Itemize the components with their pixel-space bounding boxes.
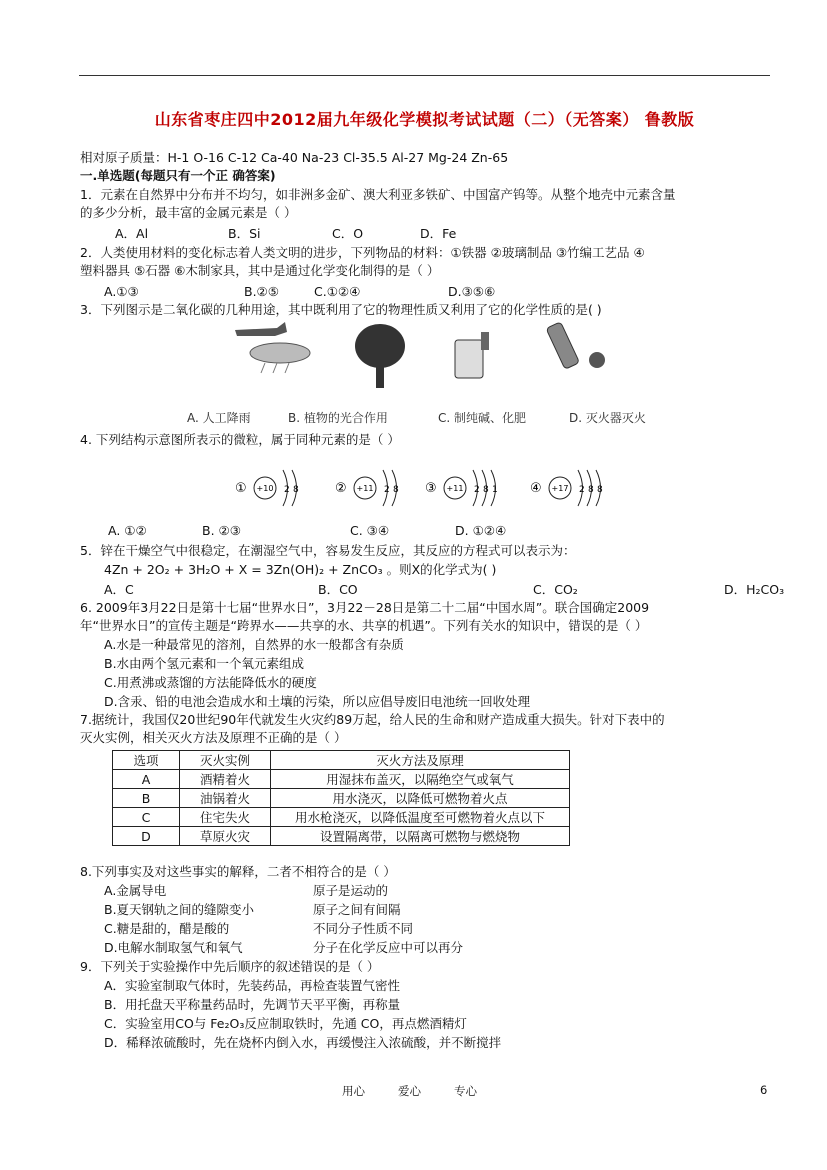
q3-option-b: B. 植物的光合作用 — [288, 411, 388, 425]
electron-count-label: 8 — [597, 485, 603, 495]
fire-extinguisher-icon — [546, 322, 605, 370]
q9-stem: 9．下列关于实验操作中先后顺序的叙述错误的是（ ） — [80, 959, 380, 974]
table-cell: A — [113, 770, 180, 789]
atom-diagram — [530, 470, 603, 506]
q8-explanation-b: 原子之间有间隔 — [313, 902, 401, 917]
electron-count-label: 8 — [293, 485, 299, 495]
table-cell: 油锅着火 — [180, 789, 271, 808]
q1-stem: 1．元素在自然界中分布并不均匀，如非洲多金矿、澳大利亚多铁矿、中国富产钨等。从整个地壳中元素含量 — [80, 187, 676, 202]
table-header-cell: 选项 — [113, 751, 180, 770]
table-row — [113, 827, 570, 846]
page-number: 6 — [760, 1083, 768, 1097]
atom-diagrams-svg — [235, 458, 655, 518]
q3-option-d: D. 灭火器灭火 — [569, 411, 646, 425]
q6-stem: 6. 2009年3月22日是第十七届“世界水日”，3月22－28日是第二十二届“中国水周”。联合国确定2009 — [80, 600, 650, 615]
q8-fact-a: A.金属导电 — [104, 883, 167, 898]
q9-option-a: A．实验室制取气体时，先装药品，再检查装置气密性 — [104, 978, 401, 993]
q5-option-c: C．CO₂ — [533, 582, 578, 597]
q9-option-b: B．用托盘天平称量药品时，先调节天平平衡，再称量 — [104, 997, 401, 1012]
q6-option-b: B.水由两个氢元素和一个氧元素组成 — [104, 656, 305, 671]
nucleus-charge-label: +10 — [256, 484, 274, 493]
table-cell: 用水枪浇灭，以降低温度至可燃物着火点以下 — [271, 808, 570, 827]
nucleus-charge-label: +11 — [446, 484, 464, 493]
q5-option-b: B．CO — [318, 582, 358, 597]
electron-count-label: 2 — [579, 485, 585, 495]
electron-count-label: 8 — [588, 485, 594, 495]
q2-option-c: C.①②④ — [314, 284, 361, 299]
table-cell: 用湿抹布盖灭，以隔绝空气或氧气 — [271, 770, 570, 789]
q7-stem: 7.据统计，我国仅20世纪90年代就发生火灾约89万起，给人民的生命和财产造成重大损失。针对下表中的 — [80, 712, 665, 727]
table-cell: D — [113, 827, 180, 846]
q9-option-d: D．稀释浓硫酸时，先在烧杯内倒入水，再缓慢注入浓硫酸，并不断搅拌 — [104, 1035, 502, 1050]
table-cell: 酒精着火 — [180, 770, 271, 789]
q8-explanation-a: 原子是运动的 — [313, 883, 389, 898]
q1-stem-2: 的多少分析，最丰富的金属元素是（ ） — [80, 205, 297, 220]
q4-option-d: D. ①②④ — [455, 523, 507, 538]
q3-option-a: A. 人工降雨 — [187, 411, 251, 425]
q7-stem-2: 灭火实例，相关灭火方法及原理不正确的是（ ） — [80, 730, 347, 745]
q5-option-d: D．H₂CO₃ — [724, 582, 785, 597]
q2-stem-2: 塑料器具 ⑤石器 ⑥木制家具，其中是通过化学变化制得的是（ ） — [80, 263, 440, 278]
electron-count-label: 2 — [284, 485, 290, 495]
atomic-masses: 相对原子质量：H-1 O-16 C-12 Ca-40 Na-23 Cl-35.5 Al-27 Mg-24 Zn-65 — [80, 150, 509, 165]
nucleus-charge-label: +11 — [356, 484, 374, 493]
table-cell: 住宅失火 — [180, 808, 271, 827]
footer-text-2: 爱心 — [398, 1084, 421, 1098]
electron-count-label: 2 — [384, 485, 390, 495]
atom-number-label: ② — [335, 481, 347, 496]
table-row — [113, 808, 570, 827]
q5-stem: 5．锌在干燥空气中很稳定，在潮湿空气中，容易发生反应，其反应的方程式可以表示为： — [80, 543, 576, 558]
q8-stem: 8.下列事实及对这些事实的解释，二者不相符合的是（ ） — [80, 864, 396, 879]
q8-explanation-c: 不同分子性质不同 — [313, 921, 414, 936]
table-cell: C — [113, 808, 180, 827]
q2-option-d: D.③⑤⑥ — [448, 284, 496, 299]
q8-fact-d: D.电解水制取氢气和氧气 — [104, 940, 243, 955]
airplane-rain-icon — [235, 322, 310, 373]
q6-option-c: C.用煮沸或蒸馏的方法能降低水的硬度 — [104, 675, 317, 690]
table-cell: 设置隔离带，以隔离可燃物与燃烧物 — [271, 827, 570, 846]
table-row — [113, 770, 570, 789]
q4-option-b: B. ②③ — [202, 523, 241, 538]
fertilizer-bag-icon — [455, 332, 489, 378]
table-cell: 用水浇灭，以降低可燃物着火点 — [271, 789, 570, 808]
table-header-row — [113, 751, 570, 770]
q3-stem: 3．下列图示是二氧化碳的几种用途，其中既利用了它的物理性质又利用了它的化学性质的是( ) — [80, 302, 602, 317]
table-header-cell: 灭火方法及原理 — [271, 751, 570, 770]
q4-option-c: C. ③④ — [350, 523, 390, 538]
atom-number-label: ③ — [425, 481, 437, 496]
table-header-cell: 灭火实例 — [180, 751, 271, 770]
q1-option-c: C．O — [332, 226, 364, 241]
footer-text-1: 用心 — [342, 1084, 365, 1098]
header-rule — [79, 75, 770, 76]
q1-option-b: B．Si — [228, 226, 261, 241]
atom-diagram — [335, 470, 399, 506]
co2-uses-figure — [225, 318, 625, 393]
table-cell: B — [113, 789, 180, 808]
nucleus-charge-label: +17 — [551, 484, 569, 493]
q2-option-a: A.①③ — [104, 284, 139, 299]
fire-table — [112, 750, 570, 846]
q6-option-a: A.水是一种最常见的溶剂，自然界的水一般都含有杂质 — [104, 637, 404, 652]
footer-text-3: 专心 — [454, 1084, 477, 1098]
page-title: 山东省枣庄四中2012届九年级化学模拟考试试题（二）（无答案） 鲁教版 — [154, 110, 695, 129]
electron-count-label: 8 — [393, 485, 399, 495]
q6-stem-2: 年“世界水日”的宣传主题是“跨界水——共享的水、共享的机遇”。下列有关水的知识中，错误的是（ ） — [80, 618, 648, 633]
atom-diagram — [425, 470, 498, 506]
q8-fact-c: C.糖是甜的，醋是酸的 — [104, 921, 230, 936]
q4-option-a: A. ①② — [108, 523, 147, 538]
table-row — [113, 789, 570, 808]
atom-diagram — [235, 470, 299, 506]
q1-option-d: D．Fe — [420, 226, 457, 241]
q6-option-d: D.含汞、铅的电池会造成水和土壤的污染，所以应倡导废旧电池统一回收处理 — [104, 694, 531, 709]
q5-option-a: A．C — [104, 582, 134, 597]
q1-option-a: A．Al — [115, 226, 149, 241]
q9-option-c: C．实验室用CO与 Fe₂O₃反应制取铁时，先通 CO，再点燃酒精灯 — [104, 1016, 467, 1031]
atom-number-label: ④ — [530, 481, 542, 496]
electron-count-label: 2 — [474, 485, 480, 495]
q8-fact-b: B.夏天钢轨之间的缝隙变小 — [104, 902, 255, 917]
q5-equation: 4Zn + 2O₂ + 3H₂O + X = 3Zn(OH)₂ + ZnCO₃ 。则X的化学式为( ) — [104, 562, 497, 577]
q8-explanation-d: 分子在化学反应中可以再分 — [313, 940, 464, 955]
electron-count-label: 8 — [483, 485, 489, 495]
tree-icon — [355, 324, 405, 388]
q2-option-b: B.②⑤ — [244, 284, 279, 299]
q2-stem: 2．人类使用材料的变化标志着人类文明的进步，下列物品的材料：①铁器 ②玻璃制品 ③竹编工艺品 ④ — [80, 245, 645, 260]
electron-count-label: 1 — [492, 485, 498, 495]
table-cell: 草原火灾 — [180, 827, 271, 846]
atom-number-label: ① — [235, 481, 247, 496]
q4-stem: 4. 下列结构示意图所表示的微粒，属于同种元素的是（ ） — [80, 432, 400, 447]
section-heading: 一.单选题(每题只有一个正 确答案) — [80, 168, 276, 183]
q3-option-c: C. 制纯碱、化肥 — [438, 411, 527, 425]
